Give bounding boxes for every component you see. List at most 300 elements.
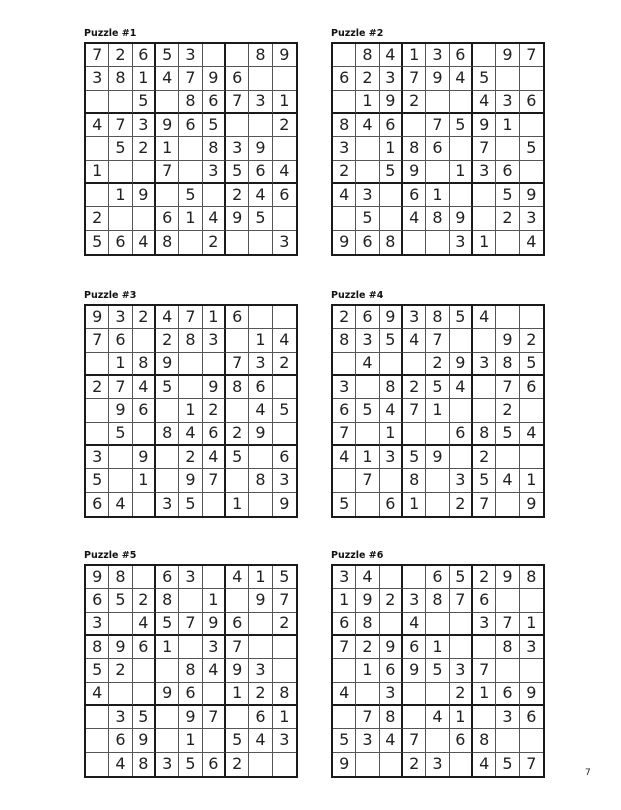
sudoku-cell [86, 399, 109, 422]
sudoku-cell: 6 [156, 566, 179, 589]
sudoku-cell: 8 [333, 329, 356, 352]
sudoku-cell: 6 [86, 493, 109, 516]
sudoku-cell: 7 [473, 659, 496, 682]
sudoku-cell: 3 [473, 353, 496, 376]
sudoku-cell: 7 [203, 706, 226, 729]
sudoku-cell: 3 [520, 207, 543, 230]
sudoku-cell: 4 [156, 306, 179, 329]
sudoku-cell [520, 161, 543, 184]
sudoku-cell [450, 184, 473, 207]
sudoku-cell: 5 [203, 114, 226, 137]
sudoku-cell [179, 636, 202, 659]
sudoku-cell: 6 [403, 636, 426, 659]
sudoku-cell: 8 [109, 67, 132, 90]
sudoku-cell: 3 [249, 659, 272, 682]
sudoku-cell [86, 729, 109, 752]
sudoku-cell: 7 [496, 376, 519, 399]
sudoku-cell: 1 [380, 423, 403, 446]
sudoku-cell [356, 753, 379, 776]
sudoku-cell: 2 [226, 753, 249, 776]
sudoku-cell: 5 [109, 423, 132, 446]
sudoku-cell: 1 [179, 399, 202, 422]
sudoku-cell: 6 [273, 184, 296, 207]
sudoku-cell: 9 [156, 114, 179, 137]
sudoku-cell [473, 329, 496, 352]
sudoku-cell [426, 683, 449, 706]
sudoku-cell: 9 [520, 683, 543, 706]
sudoku-cell: 7 [86, 329, 109, 352]
sudoku-cell: 7 [226, 636, 249, 659]
sudoku-cell: 4 [520, 423, 543, 446]
sudoku-cell: 1 [203, 306, 226, 329]
sudoku-cell: 3 [473, 161, 496, 184]
sudoku-cell [249, 306, 272, 329]
sudoku-cell: 3 [356, 329, 379, 352]
sudoku-cell: 7 [473, 493, 496, 516]
sudoku-cell [380, 566, 403, 589]
sudoku-cell [109, 613, 132, 636]
sudoku-cell: 5 [496, 423, 519, 446]
sudoku-cell [473, 44, 496, 67]
sudoku-cell: 9 [86, 306, 109, 329]
sudoku-cell: 3 [450, 469, 473, 492]
sudoku-cell [179, 589, 202, 612]
sudoku-cell: 2 [380, 589, 403, 612]
sudoku-cell: 2 [520, 329, 543, 352]
sudoku-cell [86, 353, 109, 376]
sudoku-cell [86, 753, 109, 776]
sudoku-cell: 1 [473, 231, 496, 254]
sudoku-cell: 1 [133, 469, 156, 492]
sudoku-cell: 5 [356, 207, 379, 230]
sudoku-cell [203, 566, 226, 589]
sudoku-cell [356, 493, 379, 516]
sudoku-cell [86, 184, 109, 207]
sudoku-cell [356, 423, 379, 446]
sudoku-cell: 9 [249, 423, 272, 446]
sudoku-cell: 6 [226, 67, 249, 90]
sudoku-cell [179, 137, 202, 160]
sudoku-cell: 2 [179, 446, 202, 469]
sudoku-cell [333, 44, 356, 67]
sudoku-cell [86, 137, 109, 160]
sudoku-cell: 2 [356, 67, 379, 90]
sudoku-cell: 2 [356, 636, 379, 659]
sudoku-cell: 9 [109, 399, 132, 422]
sudoku-cell: 5 [473, 469, 496, 492]
sudoku-cell: 5 [473, 67, 496, 90]
sudoku-cell: 4 [133, 376, 156, 399]
sudoku-cell [226, 231, 249, 254]
sudoku-cell: 9 [356, 589, 379, 612]
sudoku-cell [520, 114, 543, 137]
sudoku-cell [496, 659, 519, 682]
sudoku-cell [156, 91, 179, 114]
sudoku-cell: 5 [86, 231, 109, 254]
sudoku-cell: 9 [133, 729, 156, 752]
sudoku-cell: 1 [273, 91, 296, 114]
sudoku-cell: 2 [133, 589, 156, 612]
sudoku-cell: 5 [450, 566, 473, 589]
sudoku-cell [156, 446, 179, 469]
sudoku-cell: 3 [203, 161, 226, 184]
sudoku-cell [203, 493, 226, 516]
sudoku-cell: 2 [203, 399, 226, 422]
sudoku-cell: 6 [273, 446, 296, 469]
puzzle-title: Puzzle #3 [84, 290, 137, 301]
sudoku-cell [249, 753, 272, 776]
sudoku-cell: 7 [426, 329, 449, 352]
sudoku-cell: 5 [179, 753, 202, 776]
sudoku-cell: 1 [403, 493, 426, 516]
sudoku-cell: 4 [403, 329, 426, 352]
sudoku-cell: 7 [203, 469, 226, 492]
sudoku-cell [179, 376, 202, 399]
sudoku-grid [331, 304, 545, 518]
sudoku-cell: 4 [203, 446, 226, 469]
sudoku-cell [496, 493, 519, 516]
sudoku-cell: 1 [380, 137, 403, 160]
sudoku-cell: 3 [426, 753, 449, 776]
sudoku-cell: 4 [526, 232, 537, 252]
sudoku-cell [179, 161, 202, 184]
sudoku-cell [333, 706, 356, 729]
sudoku-cell: 2 [273, 353, 296, 376]
sudoku-cell [249, 231, 272, 254]
sudoku-cell: 2 [156, 329, 179, 352]
sudoku-cell: 7 [403, 67, 426, 90]
sudoku-cell: 8 [356, 613, 379, 636]
sudoku-cell: 7 [426, 114, 449, 137]
sudoku-cell: 2 [333, 161, 356, 184]
sudoku-cell: 2 [273, 613, 296, 636]
sudoku-cell [520, 67, 543, 90]
sudoku-cell: 3 [226, 137, 249, 160]
sudoku-cell: 3 [403, 306, 426, 329]
sudoku-cell: 3 [426, 44, 449, 67]
sudoku-cell [496, 231, 519, 254]
sudoku-cell: 4 [333, 184, 356, 207]
sudoku-cell [226, 114, 249, 137]
sudoku-cell: 1 [520, 469, 543, 492]
sudoku-cell [380, 613, 403, 636]
sudoku-cell: 6 [403, 184, 426, 207]
sudoku-grid [331, 564, 545, 778]
sudoku-cell: 3 [380, 446, 403, 469]
sudoku-cell: 8 [203, 137, 226, 160]
sudoku-cell [273, 137, 296, 160]
sudoku-cell: 6 [450, 44, 473, 67]
sudoku-cell [109, 446, 132, 469]
sudoku-cell: 9 [496, 329, 519, 352]
sudoku-cell: 1 [109, 184, 132, 207]
sudoku-cell: 9 [380, 306, 403, 329]
sudoku-cell: 6 [179, 114, 202, 137]
sudoku-cell: 2 [450, 683, 473, 706]
sudoku-cell: 4 [426, 706, 449, 729]
sudoku-cell [86, 423, 109, 446]
sudoku-cell: 8 [403, 137, 426, 160]
sudoku-cell: 6 [496, 161, 519, 184]
sudoku-cell: 5 [179, 493, 202, 516]
sudoku-cell: 3 [273, 469, 296, 492]
sudoku-cell: 6 [249, 376, 272, 399]
sudoku-cell [496, 137, 519, 160]
sudoku-cell: 3 [380, 683, 403, 706]
sudoku-cell: 9 [450, 353, 473, 376]
sudoku-cell: 5 [133, 706, 156, 729]
sudoku-cell [426, 423, 449, 446]
sudoku-cell: 9 [380, 636, 403, 659]
sudoku-cell: 6 [86, 589, 109, 612]
sudoku-cell [403, 683, 426, 706]
sudoku-cell: 4 [473, 306, 496, 329]
sudoku-cell [133, 423, 156, 446]
sudoku-cell [249, 636, 272, 659]
sudoku-cell [226, 399, 249, 422]
puzzle-title: Puzzle #4 [331, 290, 384, 301]
puzzle-title: Puzzle #5 [84, 550, 137, 561]
sudoku-cell [203, 184, 226, 207]
sudoku-cell [273, 67, 296, 90]
sudoku-cell [203, 683, 226, 706]
sudoku-cell: 6 [520, 91, 543, 114]
sudoku-cell [450, 91, 473, 114]
sudoku-cell: 5 [156, 376, 179, 399]
sudoku-cell: 4 [226, 566, 249, 589]
sudoku-cell: 7 [156, 161, 179, 184]
puzzle-title: Puzzle #1 [84, 28, 137, 39]
sudoku-cell: 4 [133, 613, 156, 636]
sudoku-cell [473, 184, 496, 207]
sudoku-cell: 9 [333, 753, 356, 776]
sudoku-cell: 9 [203, 613, 226, 636]
sudoku-cell: 6 [380, 114, 403, 137]
sudoku-cell: 9 [249, 137, 272, 160]
sudoku-cell: 6 [473, 589, 496, 612]
sudoku-cell: 4 [203, 207, 226, 230]
sudoku-cell: 2 [249, 683, 272, 706]
sudoku-cell: 3 [356, 184, 379, 207]
sudoku-cell: 5 [226, 446, 249, 469]
sudoku-cell [273, 636, 296, 659]
sudoku-cell: 4 [403, 207, 426, 230]
sudoku-cell [273, 207, 296, 230]
sudoku-cell: 9 [526, 494, 537, 514]
sudoku-cell [403, 353, 426, 376]
sudoku-cell: 6 [520, 376, 543, 399]
sudoku-cell: 3 [403, 589, 426, 612]
sudoku-cell: 8 [380, 231, 403, 254]
sudoku-cell: 4 [473, 91, 496, 114]
sudoku-cell: 9 [133, 184, 156, 207]
sudoku-cell: 5 [520, 353, 543, 376]
sudoku-cell: 6 [226, 613, 249, 636]
sudoku-cell [380, 184, 403, 207]
sudoku-cell [450, 137, 473, 160]
sudoku-cell [473, 399, 496, 422]
sudoku-cell: 4 [380, 729, 403, 752]
sudoku-cell: 3 [203, 636, 226, 659]
sudoku-cell: 9 [496, 44, 519, 67]
sudoku-cell: 4 [86, 683, 109, 706]
sudoku-cell [226, 706, 249, 729]
sudoku-cell: 8 [249, 469, 272, 492]
sudoku-cell [426, 729, 449, 752]
sudoku-cell: 5 [86, 469, 109, 492]
sudoku-cell: 7 [109, 114, 132, 137]
sudoku-cell: 3 [450, 231, 473, 254]
sudoku-cell [356, 161, 379, 184]
sudoku-cell: 8 [496, 353, 519, 376]
sudoku-cell [426, 469, 449, 492]
sudoku-cell [403, 114, 426, 137]
sudoku-cell: 5 [249, 207, 272, 230]
sudoku-cell [520, 306, 543, 329]
sudoku-cell: 9 [133, 446, 156, 469]
sudoku-cell: 4 [333, 683, 356, 706]
sudoku-cell: 2 [450, 493, 473, 516]
sudoku-cell: 5 [380, 161, 403, 184]
sudoku-cell: 7 [520, 44, 543, 67]
sudoku-cell: 4 [273, 161, 296, 184]
sudoku-cell [109, 161, 132, 184]
sudoku-cell: 5 [426, 376, 449, 399]
sudoku-cell: 6 [109, 729, 132, 752]
sudoku-cell [156, 659, 179, 682]
sudoku-cell: 5 [380, 329, 403, 352]
sudoku-cell: 1 [426, 184, 449, 207]
sudoku-cell: 6 [356, 306, 379, 329]
sudoku-cell: 3 [496, 91, 519, 114]
sudoku-cell: 3 [156, 493, 179, 516]
sudoku-cell: 8 [156, 231, 179, 254]
sudoku-cell [249, 114, 272, 137]
sudoku-cell [520, 729, 543, 752]
sudoku-cell: 6 [249, 706, 272, 729]
sudoku-cell: 5 [496, 184, 519, 207]
sudoku-cell: 6 [133, 44, 156, 67]
sudoku-cell: 8 [380, 376, 403, 399]
sudoku-cell: 3 [179, 44, 202, 67]
sudoku-cell: 7 [226, 353, 249, 376]
sudoku-cell: 6 [380, 493, 403, 516]
sudoku-cell: 2 [133, 137, 156, 160]
sudoku-cell: 3 [179, 566, 202, 589]
sudoku-grid [84, 564, 298, 778]
sudoku-cell: 7 [179, 67, 202, 90]
sudoku-cell: 3 [496, 706, 519, 729]
sudoku-cell: 1 [520, 613, 543, 636]
sudoku-cell [249, 613, 272, 636]
sudoku-cell: 2 [403, 376, 426, 399]
sudoku-cell: 3 [249, 91, 272, 114]
sudoku-cell [179, 231, 202, 254]
sudoku-cell [273, 306, 296, 329]
sudoku-cell [273, 376, 296, 399]
sudoku-cell: 9 [279, 494, 290, 514]
sudoku-cell: 9 [496, 566, 519, 589]
sudoku-cell: 9 [520, 184, 543, 207]
sudoku-cell: 2 [273, 114, 296, 137]
sudoku-cell [156, 706, 179, 729]
sudoku-cell: 6 [156, 207, 179, 230]
sudoku-cell: 4 [450, 67, 473, 90]
sudoku-cell: 3 [203, 329, 226, 352]
sudoku-cell: 4 [496, 469, 519, 492]
sudoku-cell: 4 [356, 566, 379, 589]
sudoku-cell: 1 [249, 566, 272, 589]
sudoku-cell [333, 353, 356, 376]
sudoku-cell: 1 [226, 683, 249, 706]
sudoku-cell: 6 [226, 306, 249, 329]
sudoku-cell: 8 [426, 589, 449, 612]
sudoku-cell: 3 [520, 636, 543, 659]
sudoku-cell: 3 [86, 67, 109, 90]
sudoku-cell: 3 [109, 706, 132, 729]
sudoku-cell: 6 [380, 659, 403, 682]
sudoku-cell: 4 [109, 753, 132, 776]
sudoku-cell: 4 [333, 446, 356, 469]
sudoku-cell: 6 [356, 231, 379, 254]
sudoku-cell [333, 469, 356, 492]
sudoku-cell: 2 [403, 753, 426, 776]
sudoku-cell: 9 [179, 469, 202, 492]
sudoku-cell [520, 399, 543, 422]
sudoku-cell: 9 [86, 566, 109, 589]
sudoku-cell: 2 [426, 353, 449, 376]
sudoku-cell: 2 [333, 306, 356, 329]
sudoku-cell: 3 [333, 376, 356, 399]
sudoku-cell: 8 [473, 423, 496, 446]
sudoku-cell: 1 [356, 91, 379, 114]
sudoku-cell [520, 659, 543, 682]
sudoku-cell: 5 [273, 399, 296, 422]
sudoku-cell: 6 [450, 729, 473, 752]
puzzle-title: Puzzle #6 [331, 550, 384, 561]
sudoku-cell: 6 [133, 399, 156, 422]
sudoku-cell: 9 [156, 353, 179, 376]
sudoku-cell: 1 [226, 493, 249, 516]
sudoku-cell: 9 [426, 67, 449, 90]
sudoku-cell: 8 [179, 659, 202, 682]
sudoku-cell: 1 [473, 683, 496, 706]
sudoku-cell: 5 [403, 446, 426, 469]
sudoku-cell [496, 446, 519, 469]
sudoku-cell: 4 [249, 399, 272, 422]
sudoku-cell [450, 399, 473, 422]
sudoku-cell: 1 [249, 329, 272, 352]
sudoku-cell: 5 [179, 184, 202, 207]
sudoku-cell: 3 [156, 753, 179, 776]
sudoku-cell: 8 [133, 753, 156, 776]
sudoku-cell [273, 423, 296, 446]
sudoku-cell [203, 353, 226, 376]
sudoku-cell [273, 753, 296, 776]
sudoku-cell [226, 589, 249, 612]
sudoku-cell: 7 [403, 729, 426, 752]
sudoku-cell: 5 [156, 613, 179, 636]
sudoku-cell: 6 [109, 231, 132, 254]
sudoku-cell: 3 [333, 137, 356, 160]
sudoku-cell [156, 469, 179, 492]
sudoku-cell: 5 [426, 659, 449, 682]
sudoku-cell: 8 [356, 44, 379, 67]
sudoku-cell [86, 91, 109, 114]
sudoku-cell: 1 [156, 137, 179, 160]
sudoku-cell [473, 207, 496, 230]
sudoku-cell: 4 [133, 231, 156, 254]
